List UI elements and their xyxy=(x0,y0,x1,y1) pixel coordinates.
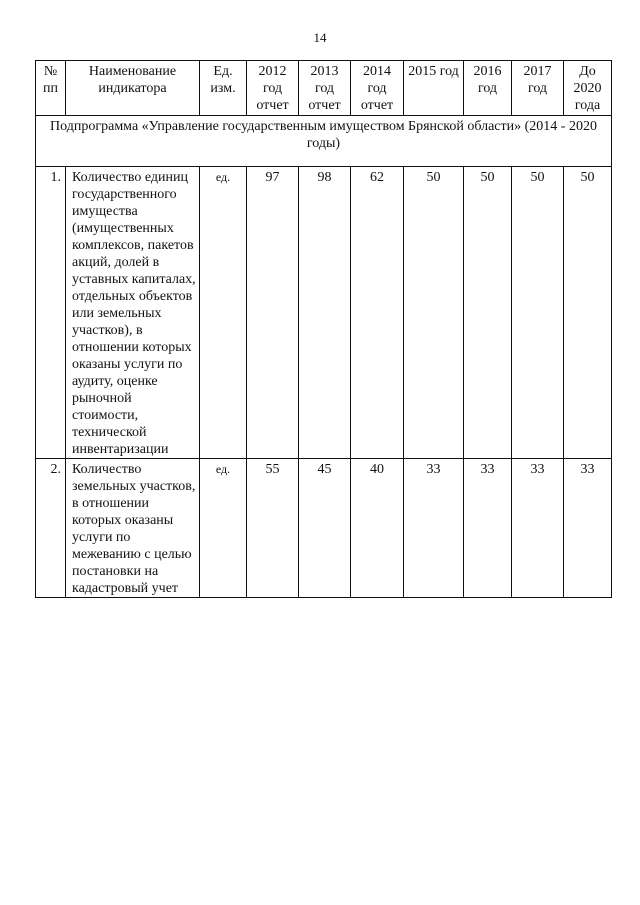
header-2014: 2014 год отчет xyxy=(351,61,404,116)
header-2013: 2013 год отчет xyxy=(299,61,351,116)
row-unit: ед. xyxy=(200,459,247,598)
header-name: Наименование индикатора xyxy=(66,61,200,116)
subprogram-title: Подпрограмма «Управление государственным имуществом Брянской области» (2014 - 2020 годы) xyxy=(36,116,612,167)
indicators-table xyxy=(35,60,612,598)
row-value-2013: 98 xyxy=(299,167,351,459)
header-num: № пп xyxy=(36,61,66,116)
header-2017: 2017 год xyxy=(512,61,564,116)
row-value-2020: 33 xyxy=(564,459,612,598)
header-unit: Ед. изм. xyxy=(200,61,247,116)
row-unit: ед. xyxy=(200,167,247,459)
header-row xyxy=(36,61,612,116)
table-row xyxy=(36,459,612,598)
row-num: 2. xyxy=(36,459,66,598)
row-value-2012: 55 xyxy=(247,459,299,598)
page-number: 14 xyxy=(313,30,327,45)
row-value-2015: 50 xyxy=(404,167,464,459)
row-value-2012: 97 xyxy=(247,167,299,459)
subprogram-row xyxy=(36,116,612,167)
row-value-2017: 50 xyxy=(512,167,564,459)
row-value-2020: 50 xyxy=(564,167,612,459)
row-value-2016: 33 xyxy=(464,459,512,598)
row-value-2017: 33 xyxy=(512,459,564,598)
row-value-2014: 40 xyxy=(351,459,404,598)
row-num: 1. xyxy=(36,167,66,459)
row-value-2015: 33 xyxy=(404,459,464,598)
row-value-2013: 45 xyxy=(299,459,351,598)
row-indicator-name: Количество земельных участков, в отношении которых оказаны услуги по межеванию с целью постановки на кадастровый учет xyxy=(66,459,200,598)
row-value-2014: 62 xyxy=(351,167,404,459)
row-indicator-name: Количество единиц государственного имущества (имущественных комплексов, пакетов акций, долей в уставных капиталах, отдельных объектов или земельных участков), в отношении которых оказаны услуги по аудиту, оценке рыночной стоимости, технической инвентаризации xyxy=(66,167,200,459)
header-2015: 2015 год xyxy=(404,61,464,116)
row-value-2016: 50 xyxy=(464,167,512,459)
header-2012: 2012 год отчет xyxy=(247,61,299,116)
header-2016: 2016 год xyxy=(464,61,512,116)
table-row xyxy=(36,167,612,459)
header-2020: До 2020 года xyxy=(564,61,612,116)
